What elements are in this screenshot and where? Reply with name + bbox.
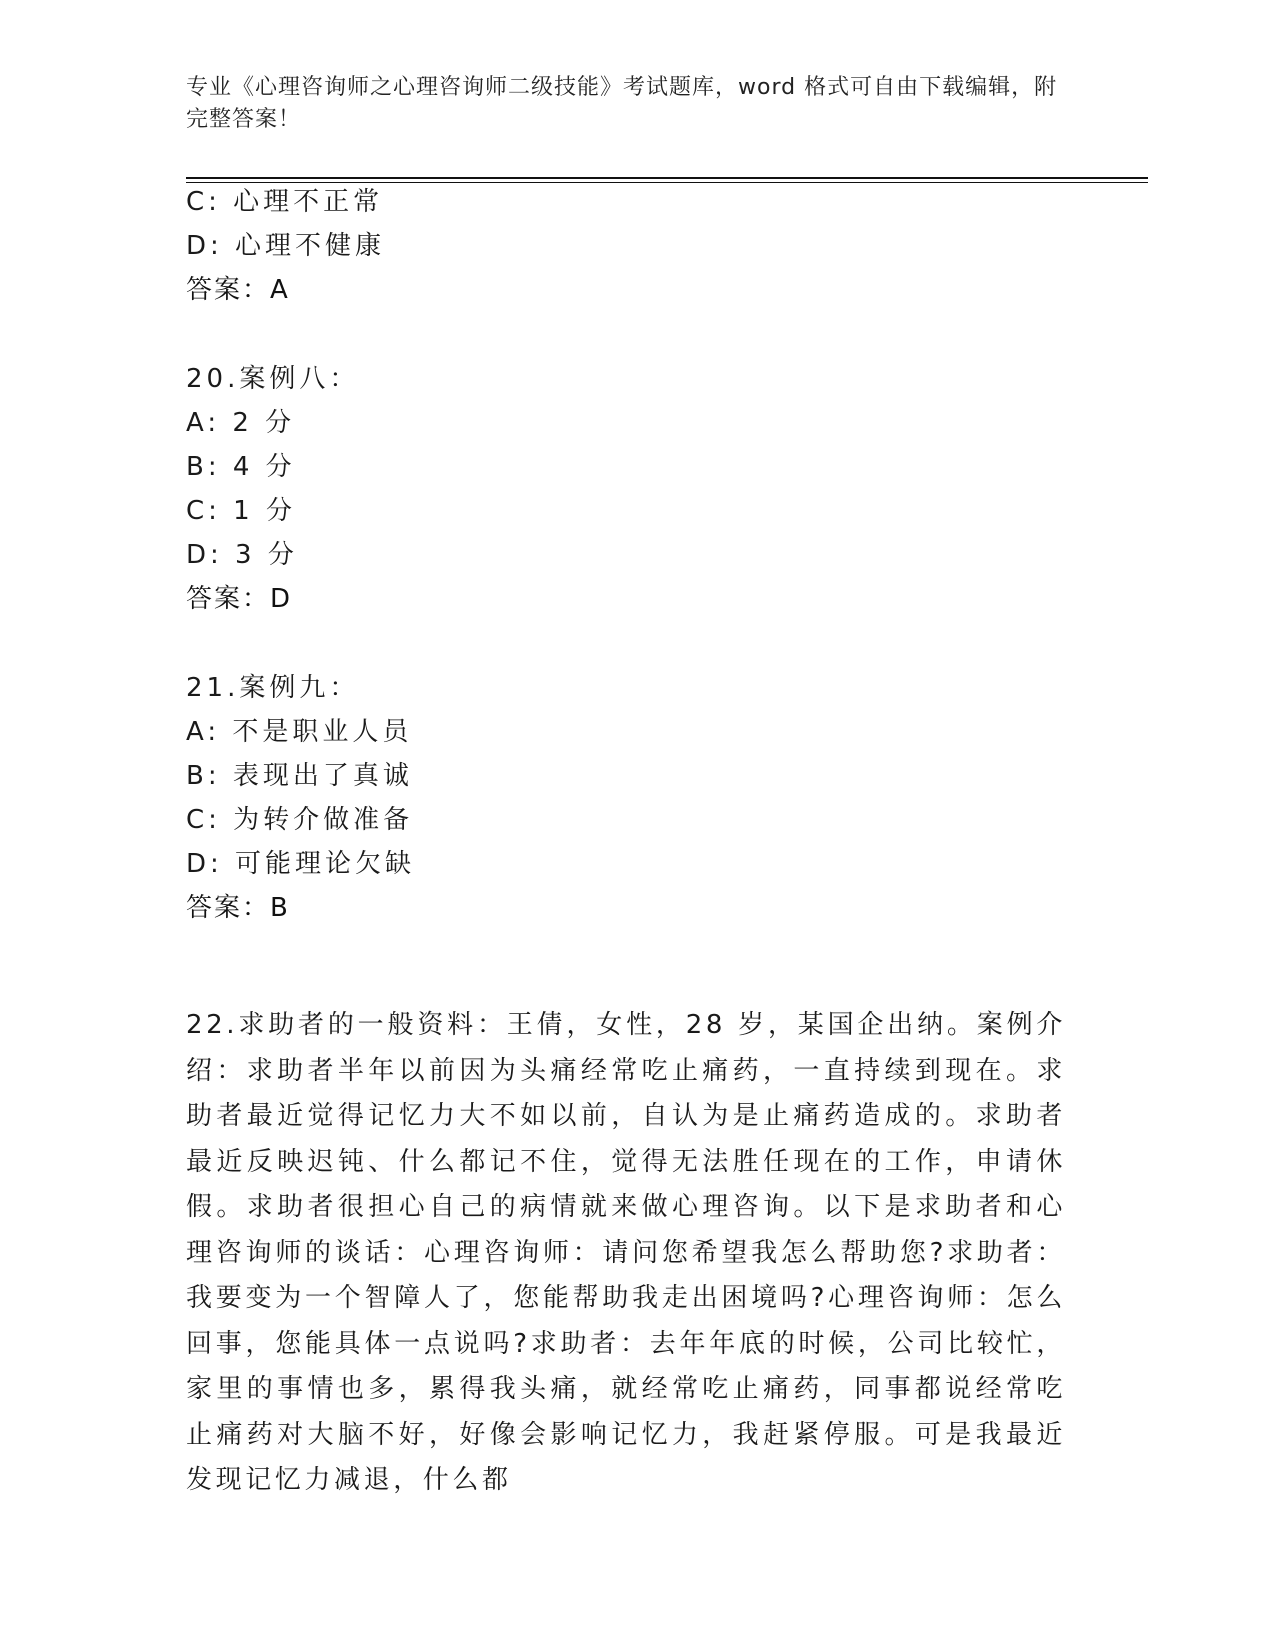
page-header: 专业《心理咨询师之心理咨询师二级技能》考试题库，word 格式可自由下载编辑，附完整答案！: [186, 75, 1058, 132]
question-20-title: 20.案例八：: [186, 364, 360, 394]
question-21-title: 21.案例九：: [186, 673, 360, 703]
option-a-q21: A: 不是职业人员: [186, 717, 413, 747]
option-c-q21: C: 为转介做准备: [186, 805, 414, 835]
option-c-q19: C: 心理不正常: [186, 187, 384, 217]
answer-q19: 答案：A: [186, 275, 290, 305]
header-rule-thin: [186, 182, 1148, 183]
answer-q21: 答案：B: [186, 893, 290, 923]
option-a-q20: A: 2 分: [186, 408, 296, 438]
option-d-q19: D: 心理不健康: [186, 231, 386, 261]
option-d-q20: D: 3 分: [186, 540, 298, 570]
answer-q20: 答案：D: [186, 584, 293, 614]
question-22-paragraph: 22.求助者的一般资料：王倩，女性，28 岁，某国企出纳。案例介绍：求助者半年以前因为头痛经常吃止痛药，一直持续到现在。求助者最近觉得记忆力大不如以前，自认为是止痛药造成的。求助者最近反映迟钝、什么都记不住，觉得无法胜任现在的工作，申请休假。求助者很担心自己的病情就来做心理咨询。以下是求助者和心理咨询师的谈话：心理咨询师：请问您希望我怎么帮助您?求助者：我要变为一个智障人了，您能帮助我走出困境吗?心理咨询师：怎么回事，您能具体一点说吗?求助者：去年年底的时候，公司比较忙，家里的事情也多，累得我头痛，就经常吃止痛药，同事都说经常吃止痛药对大脑不好，好像会影响记忆力，我赶紧停服。可是我最近发现记忆力减退，什么都: [186, 1010, 1066, 1495]
option-b-q21: B: 表现出了真诚: [186, 761, 413, 791]
header-rule-thick: [186, 177, 1148, 179]
option-c-q20: C: 1 分: [186, 496, 296, 526]
option-b-q20: B: 4 分: [186, 452, 296, 482]
option-d-q21: D: 可能理论欠缺: [186, 849, 416, 879]
